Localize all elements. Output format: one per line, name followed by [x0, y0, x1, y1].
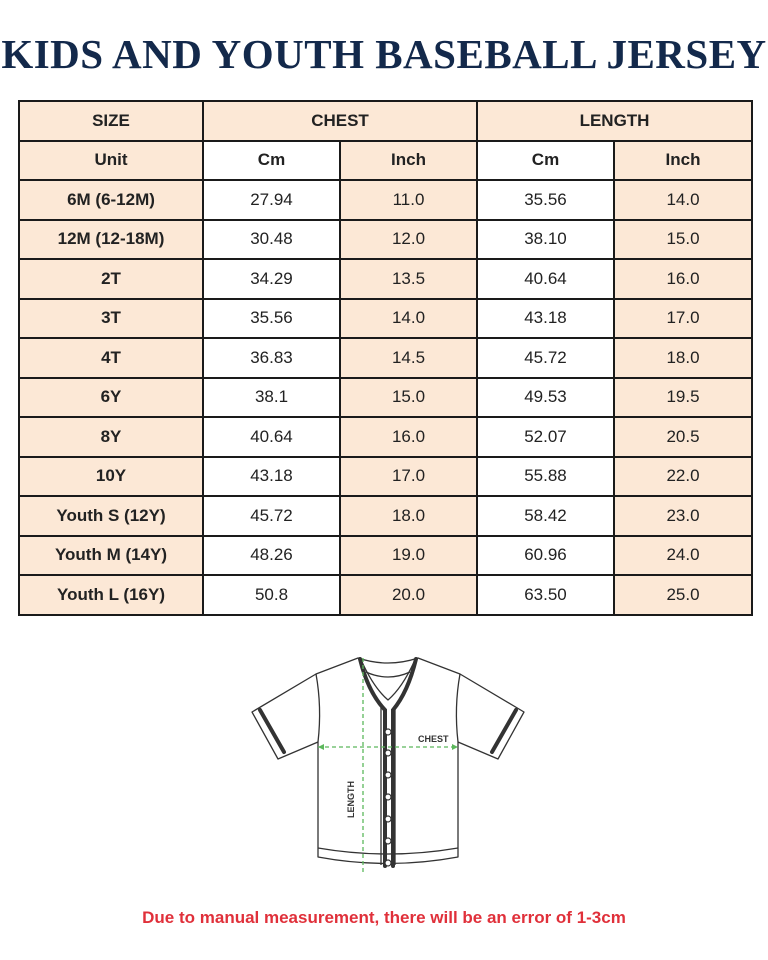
chest-cm-cell: 34.29	[203, 259, 340, 299]
chest-cm-cell: 35.56	[203, 299, 340, 339]
length-inch-cell: 23.0	[614, 496, 752, 536]
length-cm-cell: 35.56	[477, 180, 614, 220]
chest-cm-cell: 27.94	[203, 180, 340, 220]
table-row	[19, 417, 752, 457]
length-cm-cell: 43.18	[477, 299, 614, 339]
length-inch-cell: 25.0	[614, 575, 752, 615]
size-cell: 10Y	[19, 457, 203, 497]
length-inch-cell: 17.0	[614, 299, 752, 339]
length-cm-cell: 40.64	[477, 259, 614, 299]
size-cell: 6Y	[19, 378, 203, 418]
unit-chest-inch: Inch	[340, 141, 477, 181]
size-cell: 2T	[19, 259, 203, 299]
baseball-jersey-icon	[248, 652, 528, 877]
length-inch-cell: 16.0	[614, 259, 752, 299]
measurement-note: Due to manual measurement, there will be an error of 1-3cm	[142, 908, 626, 927]
chest-cm-cell: 40.64	[203, 417, 340, 457]
page-title: KIDS AND YOUTH BASEBALL JERSEY	[1, 31, 767, 77]
length-inch-cell: 19.5	[614, 378, 752, 418]
chest-inch-cell: 11.0	[340, 180, 477, 220]
table-header-row	[19, 101, 752, 141]
length-cm-cell: 55.88	[477, 457, 614, 497]
length-cm-cell: 63.50	[477, 575, 614, 615]
table-row	[19, 180, 752, 220]
length-cm-cell: 52.07	[477, 417, 614, 457]
length-cm-cell: 45.72	[477, 338, 614, 378]
length-inch-cell: 18.0	[614, 338, 752, 378]
chest-inch-cell: 16.0	[340, 417, 477, 457]
table-row	[19, 575, 752, 615]
length-inch-cell: 14.0	[614, 180, 752, 220]
chest-inch-cell: 13.5	[340, 259, 477, 299]
size-cell: 4T	[19, 338, 203, 378]
chest-inch-cell: 14.5	[340, 338, 477, 378]
unit-length-cm: Cm	[477, 141, 614, 181]
chest-inch-cell: 20.0	[340, 575, 477, 615]
size-cell: 6M (6-12M)	[19, 180, 203, 220]
chest-inch-cell: 19.0	[340, 536, 477, 576]
table-row	[19, 220, 752, 260]
length-inch-cell: 15.0	[614, 220, 752, 260]
chest-cm-cell: 45.72	[203, 496, 340, 536]
unit-length-inch: Inch	[614, 141, 752, 181]
length-cm-cell: 60.96	[477, 536, 614, 576]
length-inch-cell: 24.0	[614, 536, 752, 576]
chest-cm-cell: 30.48	[203, 220, 340, 260]
size-cell: Youth S (12Y)	[19, 496, 203, 536]
chest-inch-cell: 14.0	[340, 299, 477, 339]
size-chart-table	[18, 100, 753, 616]
chest-cm-cell: 48.26	[203, 536, 340, 576]
length-inch-cell: 20.5	[614, 417, 752, 457]
length-cm-cell: 58.42	[477, 496, 614, 536]
chest-inch-cell: 15.0	[340, 378, 477, 418]
size-cell: Youth L (16Y)	[19, 575, 203, 615]
header-length: LENGTH	[477, 101, 752, 141]
header-chest: CHEST	[203, 101, 477, 141]
chest-cm-cell: 38.1	[203, 378, 340, 418]
size-cell: Youth M (14Y)	[19, 536, 203, 576]
size-cell: 3T	[19, 299, 203, 339]
table-row	[19, 536, 752, 576]
length-cm-cell: 38.10	[477, 220, 614, 260]
length-cm-cell: 49.53	[477, 378, 614, 418]
unit-label: Unit	[19, 141, 203, 181]
header-size: SIZE	[19, 101, 203, 141]
length-label: LENGTH	[346, 781, 356, 818]
table-row	[19, 378, 752, 418]
size-cell: 12M (12-18M)	[19, 220, 203, 260]
chest-inch-cell: 17.0	[340, 457, 477, 497]
table-row	[19, 457, 752, 497]
table-row	[19, 496, 752, 536]
chest-label: CHEST	[418, 734, 449, 744]
chest-cm-cell: 43.18	[203, 457, 340, 497]
table-row	[19, 259, 752, 299]
table-unit-row	[19, 141, 752, 181]
chest-inch-cell: 18.0	[340, 496, 477, 536]
chest-cm-cell: 36.83	[203, 338, 340, 378]
table-row	[19, 299, 752, 339]
chest-inch-cell: 12.0	[340, 220, 477, 260]
size-cell: 8Y	[19, 417, 203, 457]
chest-cm-cell: 50.8	[203, 575, 340, 615]
length-inch-cell: 22.0	[614, 457, 752, 497]
unit-chest-cm: Cm	[203, 141, 340, 181]
table-row	[19, 338, 752, 378]
